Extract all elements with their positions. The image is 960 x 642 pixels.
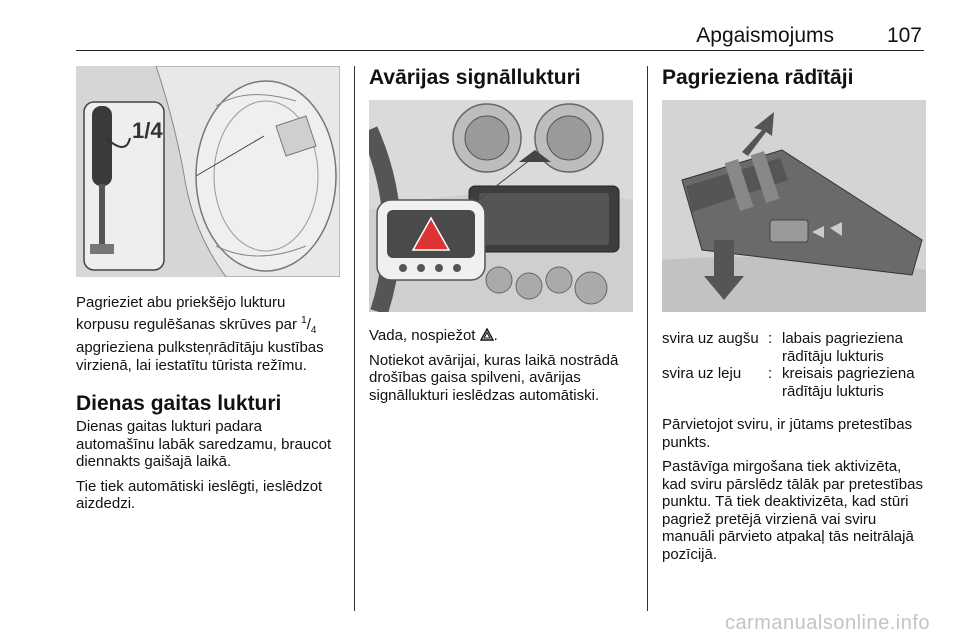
definition-row: svira uz leju : kreisais pagrieziena rādītāju lukturis [662,365,915,400]
definition-row: svira uz augšu : labais pagrieziena rādītāju lukturis [662,330,903,365]
column-3 [662,66,926,563]
fraction-one-quarter: $^1/_4$ [301,314,317,336]
lever-direction-list [662,330,926,400]
hazard-instruction: Vada, nospiežot . [369,327,498,344]
continuous-flash-paragraph: Pastāvīga mirgošana tiek aktivizēta, kad sviru pārslēdz tālāk par pretestības punktu. Tā tiek deaktivizēta, kad stūri pagriež pretējā virzienā vai sviru manuāli pārvieto atpakaļ tās neitrālajā pozīcijā. [662,458,923,563]
adjustment-instruction: Pagrieziet abu priekšējo lukturu korpusu regulēšanas skrūves par $^1/_4$ apgrieziena pulksteņrādītāju kustības virzienā, lai iestatītu tūrista režīmu. [76,294,324,374]
hazard-heading: Avārijas signāllukturi [369,66,581,89]
drl-paragraph: Dienas gaitas lukturi padara automašīnu labāk saredzamu, braucot diennakts gaišajā laikā. [76,418,332,470]
column-2 [369,66,633,404]
hazard-airbag-paragraph: Notiekot avārijai, kuras laikā nostrādā drošības gaisa spilveni, avārijas signāllukturi ieslēdzas automātiski. [369,351,619,404]
hazard-warning-icon [480,328,494,341]
figure-label: 1/4 [132,118,163,143]
drl-heading: Dienas gaitas lukturi [76,392,282,415]
page-header [76,20,924,51]
column-divider [354,66,355,611]
hazard-switch-figure [369,100,633,312]
hazard-switch-illustration [369,100,633,312]
headlight-adjustment-figure [76,66,340,277]
column-1 [76,66,340,513]
watermark: carmanualsonline.info [724,612,930,634]
turn-signal-lever-figure [662,100,926,312]
drl-paragraph-2: Tie tiek automātiski ieslēgti, ieslēdzot aizdedzi. [76,477,323,512]
section-title: Apgaismojums [696,24,834,47]
turn-signal-lever-illustration [662,100,926,312]
resistance-point-paragraph: Pārvietojot sviru, ir jūtams pretestības punkts. [662,416,913,451]
column-divider [647,66,648,611]
headlight-adjustment-illustration [76,66,340,277]
page-number: 107 [886,24,922,47]
turn-signals-heading: Pagrieziena rādītāji [662,66,854,89]
